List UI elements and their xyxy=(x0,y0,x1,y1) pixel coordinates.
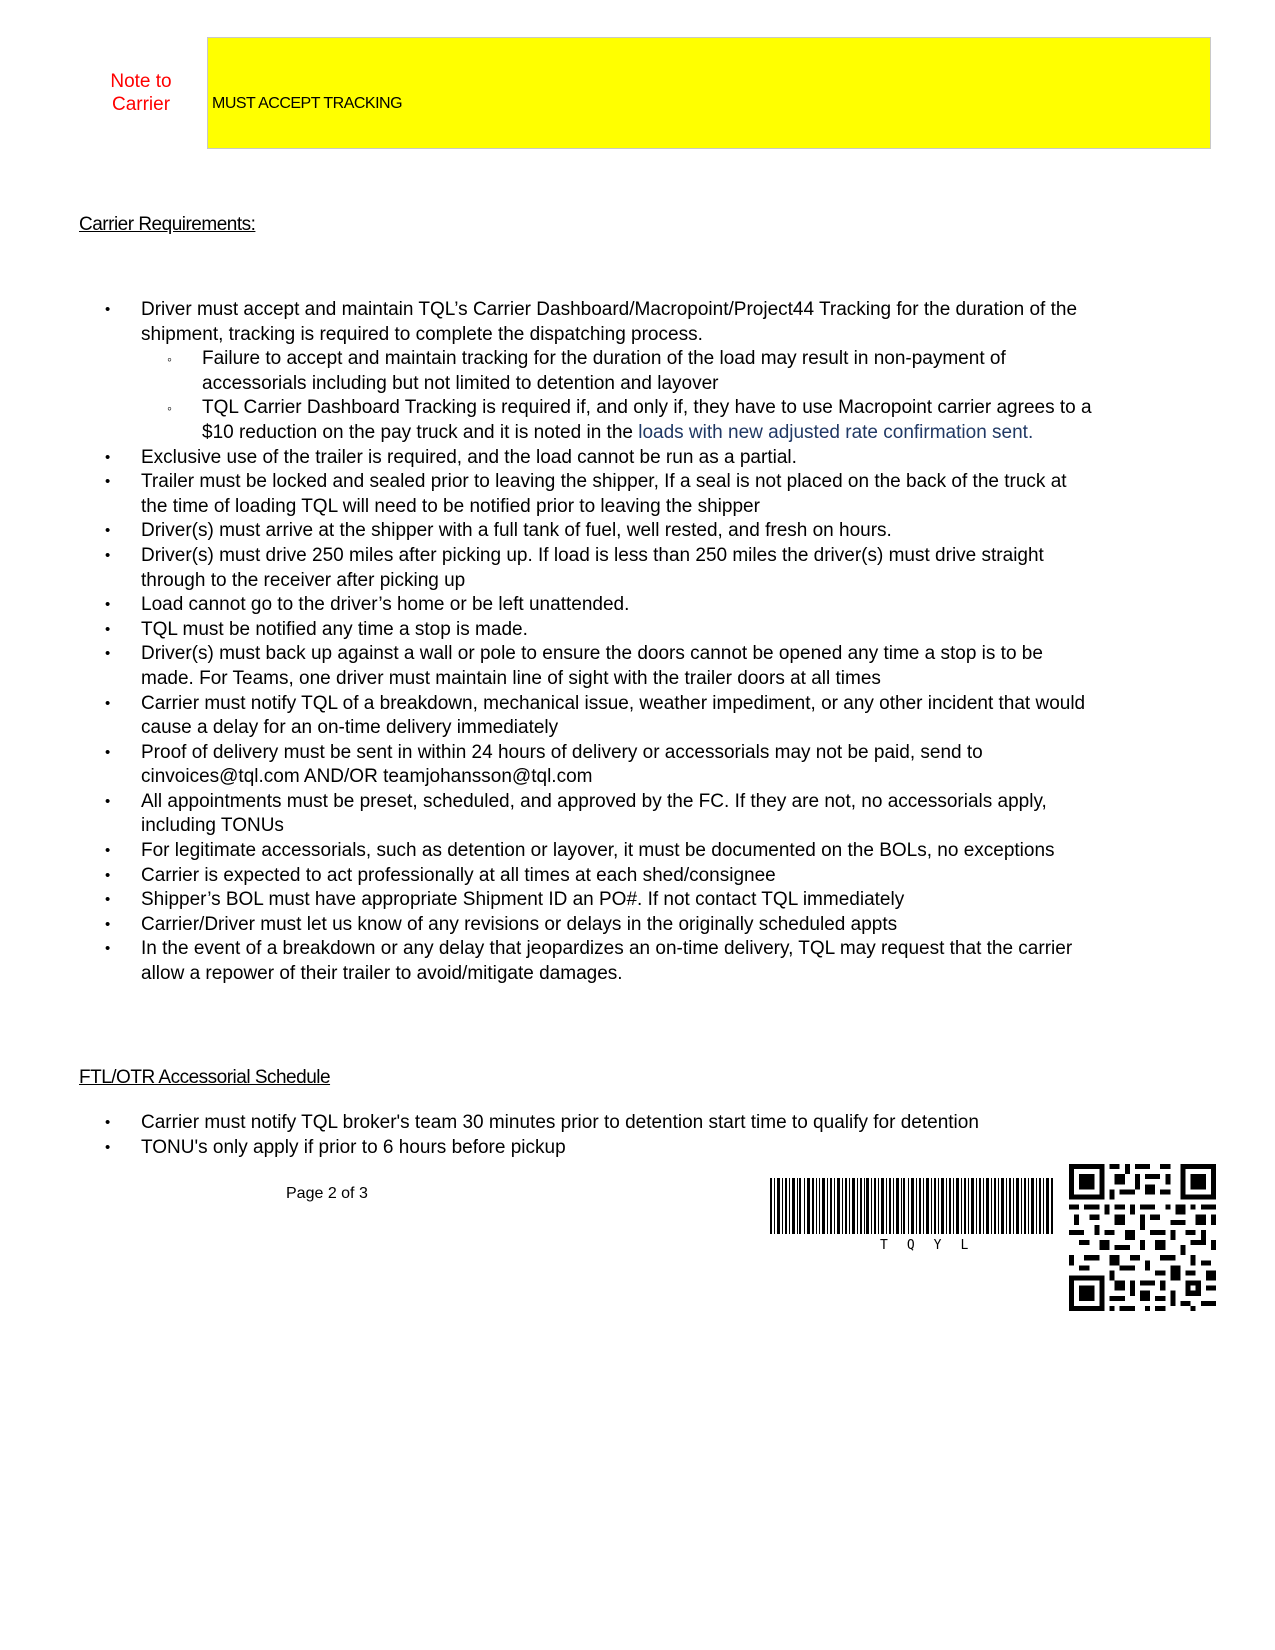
list-item xyxy=(105,790,1095,839)
list-item xyxy=(105,519,1095,544)
list-item-text: Carrier must notify TQL of a breakdown, mechanical issue, weather impediment, or any other incident that would cause a delay for an on-time delivery immediately xyxy=(141,692,1086,739)
list-item-text: In the event of a breakdown or any delay that jeopardizes an on-time delivery, TQL may request that the carrier allow a repower of their trailer to avoid/mitigate damages. xyxy=(141,938,1073,985)
list-item xyxy=(105,544,1095,593)
list-item-text: TQL must be notified any time a stop is made. xyxy=(141,618,528,640)
carrier-requirements-list xyxy=(105,298,1095,987)
list-item-text: Proof of delivery must be sent in within 24 hours of delivery or accessorials may not be paid, send to cinvoices@tql.com AND/OR teamjohansson@tql.com xyxy=(141,741,983,788)
list-item xyxy=(105,593,1095,618)
sub-list-item-text: Failure to accept and maintain tracking for the duration of the load may result in non-payment of accessorials including but not limited to detention and layover xyxy=(202,348,1006,394)
note-label-line1: Note to xyxy=(110,71,172,92)
accessorial-schedule-list xyxy=(105,1111,1095,1160)
list-item xyxy=(105,470,1095,519)
list-item xyxy=(105,642,1095,691)
sub-list-item-text: TQL Carrier Dashboard Tracking is required if, and only if, they have to use Macropoint carrier agrees to a $10 reduction on the pay truck and it is noted in the xyxy=(202,397,1092,443)
adjusted-rate-link[interactable]: loads with new adjusted rate confirmation sent. xyxy=(638,421,1034,443)
carrier-requirements-heading: Carrier Requirements: xyxy=(79,214,256,235)
list-item-text: TONU's only apply if prior to 6 hours before pickup xyxy=(141,1136,566,1158)
list-item xyxy=(105,298,1095,446)
list-item-text: Carrier must notify TQL broker's team 30 minutes prior to detention start time to qualify for detention xyxy=(141,1112,979,1133)
list-item xyxy=(105,446,1095,471)
list-item-text: Driver(s) must back up against a wall or pole to ensure the doors cannot be opened any time a stop is to be made. For Teams, one driver must maintain line of sight with the trailer doors at all times xyxy=(141,643,1043,689)
list-item-text: Shipper’s BOL must have appropriate Shipment ID an PO#. If not contact TQL immediately xyxy=(141,889,905,911)
sub-list-item xyxy=(141,347,1095,396)
note-text: MUST ACCEPT TRACKING xyxy=(212,95,403,112)
list-item-text: Driver must accept and maintain TQL’s Carrier Dashboard/Macropoint/Project44 Tracking for the duration of the shipment, tracking is required to complete the dispatching process. xyxy=(141,299,1078,345)
list-item xyxy=(105,913,1095,938)
sub-list-item xyxy=(141,396,1095,445)
list-item-text: All appointments must be preset, scheduled, and approved by the FC. If they are not, no accessorials apply, including TONUs xyxy=(141,790,1047,837)
list-item-text: Load cannot go to the driver’s home or be left unattended. xyxy=(141,594,630,616)
qr-code-image xyxy=(1069,1164,1216,1311)
sub-list xyxy=(141,347,1095,445)
list-item xyxy=(105,1136,1095,1161)
list-item xyxy=(105,864,1095,889)
list-item xyxy=(105,741,1095,790)
note-label-line2: Carrier xyxy=(111,94,171,115)
list-item xyxy=(105,888,1095,913)
list-item xyxy=(105,839,1095,864)
list-item xyxy=(105,618,1095,643)
list-item xyxy=(105,692,1095,741)
page-number: Page 2 of 3 xyxy=(286,1185,368,1202)
note-box xyxy=(207,37,1211,149)
list-item-text: Carrier/Driver must let us know of any revisions or delays in the originally scheduled appts xyxy=(141,913,898,935)
list-item-text: Driver(s) must drive 250 miles after picking up. If load is less than 250 miles the driver(s) must drive straight through to the receiver after picking up xyxy=(141,544,1044,591)
list-item xyxy=(105,1111,1095,1136)
list-item-text: Carrier is expected to act professionally at all times at each shed/consignee xyxy=(141,864,776,886)
accessorial-schedule-heading: FTL/OTR Accessorial Schedule xyxy=(79,1067,331,1088)
barcode-label: TQYL xyxy=(880,1238,988,1253)
note-to-carrier-label xyxy=(96,70,186,116)
list-item xyxy=(105,937,1095,986)
list-item-text: Exclusive use of the trailer is required, and the load cannot be run as a partial. xyxy=(141,446,797,468)
list-item-text: Trailer must be locked and sealed prior to leaving the shipper, If a seal is not placed on the back of the truck at the time of loading TQL will need to be notified prior to leaving the shipper xyxy=(141,471,1067,517)
list-item-text: For legitimate accessorials, such as detention or layover, it must be documented on the BOLs, no exceptions xyxy=(141,840,1055,862)
list-item-text: Driver(s) must arrive at the shipper with a full tank of fuel, well rested, and fresh on hours. xyxy=(141,520,892,542)
